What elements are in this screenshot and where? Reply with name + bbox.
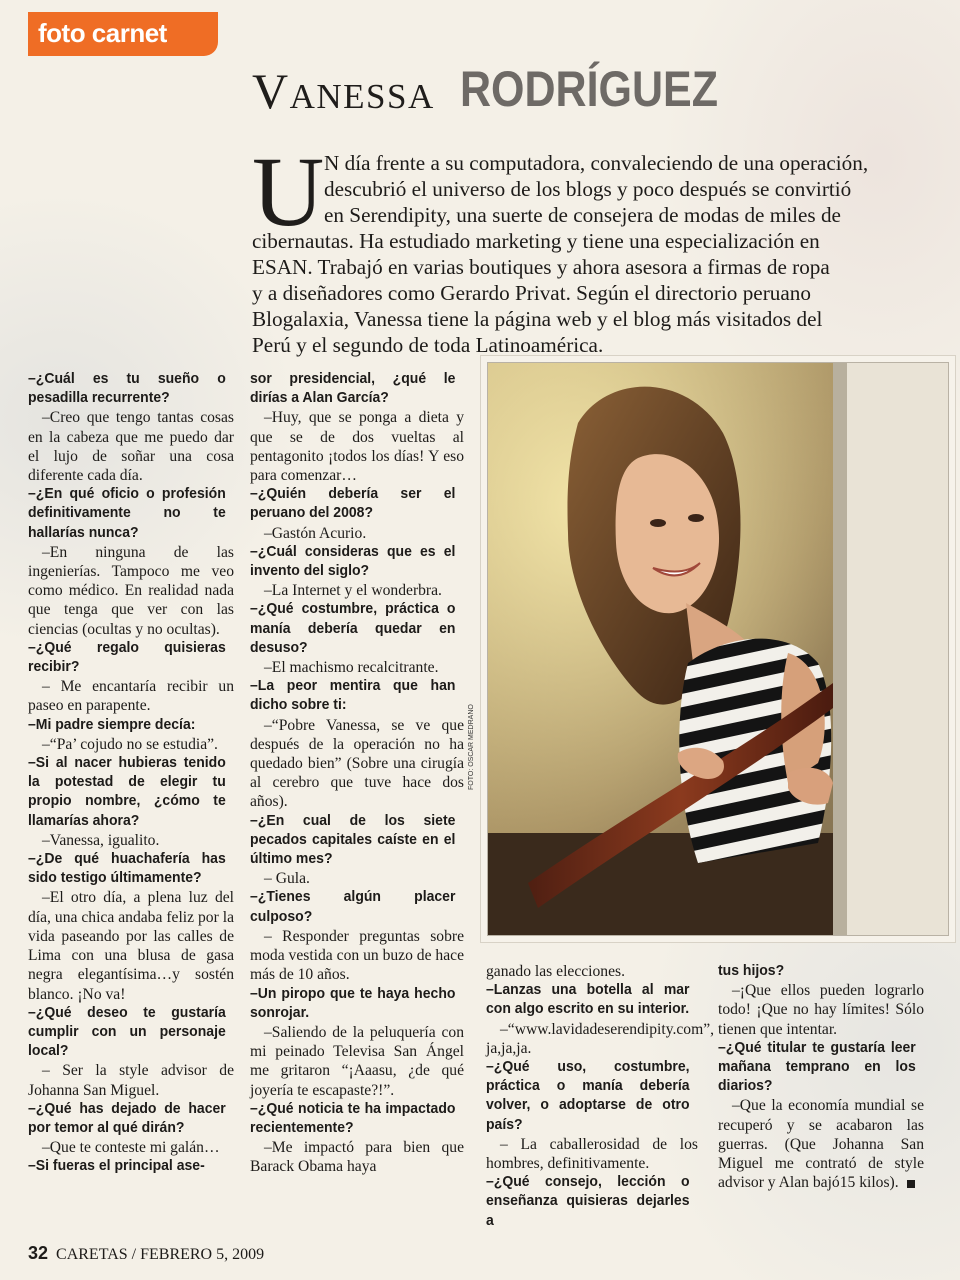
question: –¿Cuál es tu sueño o pesadilla recurrente? xyxy=(28,371,226,407)
question: tus hijos? xyxy=(718,963,785,979)
intro-line: Perú y el segundo de toda Latinoamérica. xyxy=(252,333,604,357)
question: –¿De qué huachafería has sido testigo últimamente? xyxy=(28,851,226,887)
interview-column-2 xyxy=(250,370,464,1177)
question: –¿Qué noticia te ha impactado recientemente? xyxy=(250,1100,456,1136)
answer: – La caballerosidad de los hombres, definitivamente. xyxy=(486,1135,698,1173)
intro-line: descubrió el universo de los blogs y poco después se convirtió xyxy=(324,177,852,201)
answer: –El otro día, a plena luz del día, una chica andaba feliz por la vida paseando por las calles de Lima con una blusa de gasa negra elegantísima…y sostén blanco. ¡No va! xyxy=(28,889,234,1003)
drop-cap: U xyxy=(252,136,325,247)
answer: –“www.lavidadeserendipity.com”, ja,ja,ja. xyxy=(486,1020,715,1057)
intro-line: ESAN. Trabajó en varias boutiques y ahora asesora a firmas de ropa xyxy=(252,255,830,279)
intro-line: y a diseñadores como Gerardo Privat. Según el directorio peruano xyxy=(252,281,811,305)
intro-line: Blogalaxia, Vanessa tiene la página web y el blog más visitados del xyxy=(252,307,823,331)
answer: –Que te conteste mi galán… xyxy=(42,1139,220,1157)
answer: –Me impactó para bien que Barack Obama haya xyxy=(250,1139,464,1176)
answer: –La Internet y el wonderbra. xyxy=(264,582,442,600)
publication-date: CARETAS / FEBRERO 5, 2009 xyxy=(56,1246,265,1263)
question: –¿Qué regalo quisieras recibir? xyxy=(28,639,226,676)
answer: – Responder preguntas sobre moda vestida con un buzo de hace más de 10 años. xyxy=(250,927,464,984)
intro-line: N día frente a su computadora, convaleciendo de una operación, xyxy=(324,151,869,175)
answer: –El machismo recalcitrante. xyxy=(264,659,439,677)
question: –¿Tienes algún placer culposo? xyxy=(250,889,456,925)
section-label: foto carnet xyxy=(38,18,167,48)
answer: – Me encantaría recibir un paseo en parapente. xyxy=(28,678,234,715)
interview-column-1 xyxy=(28,370,234,1177)
question: –Si fueras el principal ase- xyxy=(28,1158,205,1175)
question: –¿Qué deseo te gustaría cumplir con un personaje local? xyxy=(28,1004,226,1060)
end-mark-icon xyxy=(907,1180,915,1188)
question: –La peor mentira que han dicho sobre ti: xyxy=(250,678,456,714)
question: –Mi padre siempre decía: xyxy=(28,716,196,733)
final-answer-text: –Que la economía mundial se recuperó y se acabaron las guerras. (Que Johanna San Miguel me contrató de style advisor y Alan bajó15 kilos). xyxy=(718,1097,924,1192)
question: –¿Qué costumbre, práctica o manía debería quedar en desuso? xyxy=(250,601,456,656)
answer: –Saliendo de la peluquería con mi peinado Televisa San Ángel me gritaron “¡Aaasu, ¿de qué joyería te escapaste?!”. xyxy=(250,1023,464,1099)
portrait-photo xyxy=(487,362,949,936)
intro-line: cibernautas. Ha estudiado marketing y tiene una especialización en xyxy=(252,229,820,253)
question: –¿En qué oficio o profesión definitivamente no te hallarías nunca? xyxy=(28,486,226,541)
title-first-name: Vanessa xyxy=(252,63,435,119)
question: –¿Qué titular te gustaría leer mañana temprano en los diarios? xyxy=(718,1039,916,1095)
question: sor presidencial, ¿qué le dirías a Alan García? xyxy=(250,371,456,407)
photo-credit: FOTO: OSCAR MEDRANO xyxy=(468,704,475,790)
answer: –“Pa’ cojudo no se estudia”. xyxy=(42,735,218,753)
question: –Un piropo que te haya hecho sonrojar. xyxy=(250,985,456,1021)
question: –Si al nacer hubieras tenido la potestad de elegir tu propio nombre, ¿cómo te llamarías ahora? xyxy=(28,755,226,829)
question: –¿Qué consejo, lección o enseñanza quisieras dejarles a xyxy=(486,1174,690,1229)
answer: ganado las elecciones. xyxy=(486,963,625,980)
answer: –Huy, que se ponga a dieta y que se de dos vueltas al pentagonito ¡todos los días! Y eso para comenzar… xyxy=(250,409,464,485)
answer: –¡Que ellos pueden lograrlo todo! ¡Que no hay límites! Sólo tienen que intentar. xyxy=(718,982,924,1038)
answer: –En ninguna de las ingenierías. Tampoco me veo como médico. En realidad nada que tenga que ver con las ciencias (ocultas y no ocultas). xyxy=(28,543,234,638)
question: –¿En cual de los siete pecados capitales caíste en el último mes? xyxy=(250,812,456,868)
page-footer xyxy=(28,1243,264,1264)
section-tab xyxy=(28,12,218,56)
question: –¿Quién debería ser el peruano del 2008? xyxy=(250,486,456,522)
answer: –Creo que tengo tantas cosas en la cabeza que me puedo dar el lujo de soñar una cosa diferente cada día. xyxy=(28,409,234,485)
answer: –Vanessa, igualito. xyxy=(42,831,160,849)
intro-paragraph xyxy=(252,150,950,358)
title-last-name: RODRÍGUEZ xyxy=(460,61,718,117)
answer: – Gula. xyxy=(264,870,310,888)
interview-column-4 xyxy=(718,962,924,1192)
answer xyxy=(718,1096,924,1192)
answer: –Gastón Acurio. xyxy=(264,524,367,542)
intro-line: en Serendipity, una suerte de consejera de modas de miles de xyxy=(324,203,841,227)
question: –¿Qué has dejado de hacer por temor al qué dirán? xyxy=(28,1100,226,1136)
answer: – Ser la style advisor de Johanna San Miguel. xyxy=(28,1062,234,1099)
page-number: 32 xyxy=(28,1243,49,1263)
question: –¿Cuál consideras que es el invento del siglo? xyxy=(250,543,456,580)
answer: –“Pobre Vanessa, se ve que después de la operación no ha quedado bien” (Sobre una cirugía al cerebro que tuve hace dos años). xyxy=(250,716,464,811)
question: –Lanzas una botella al mar con algo escrito en su interior. xyxy=(486,982,690,1018)
interview-column-3 xyxy=(486,962,715,1231)
question: –¿Qué uso, costumbre, práctica o manía debería volver, o adoptarse de otro país? xyxy=(486,1059,690,1133)
